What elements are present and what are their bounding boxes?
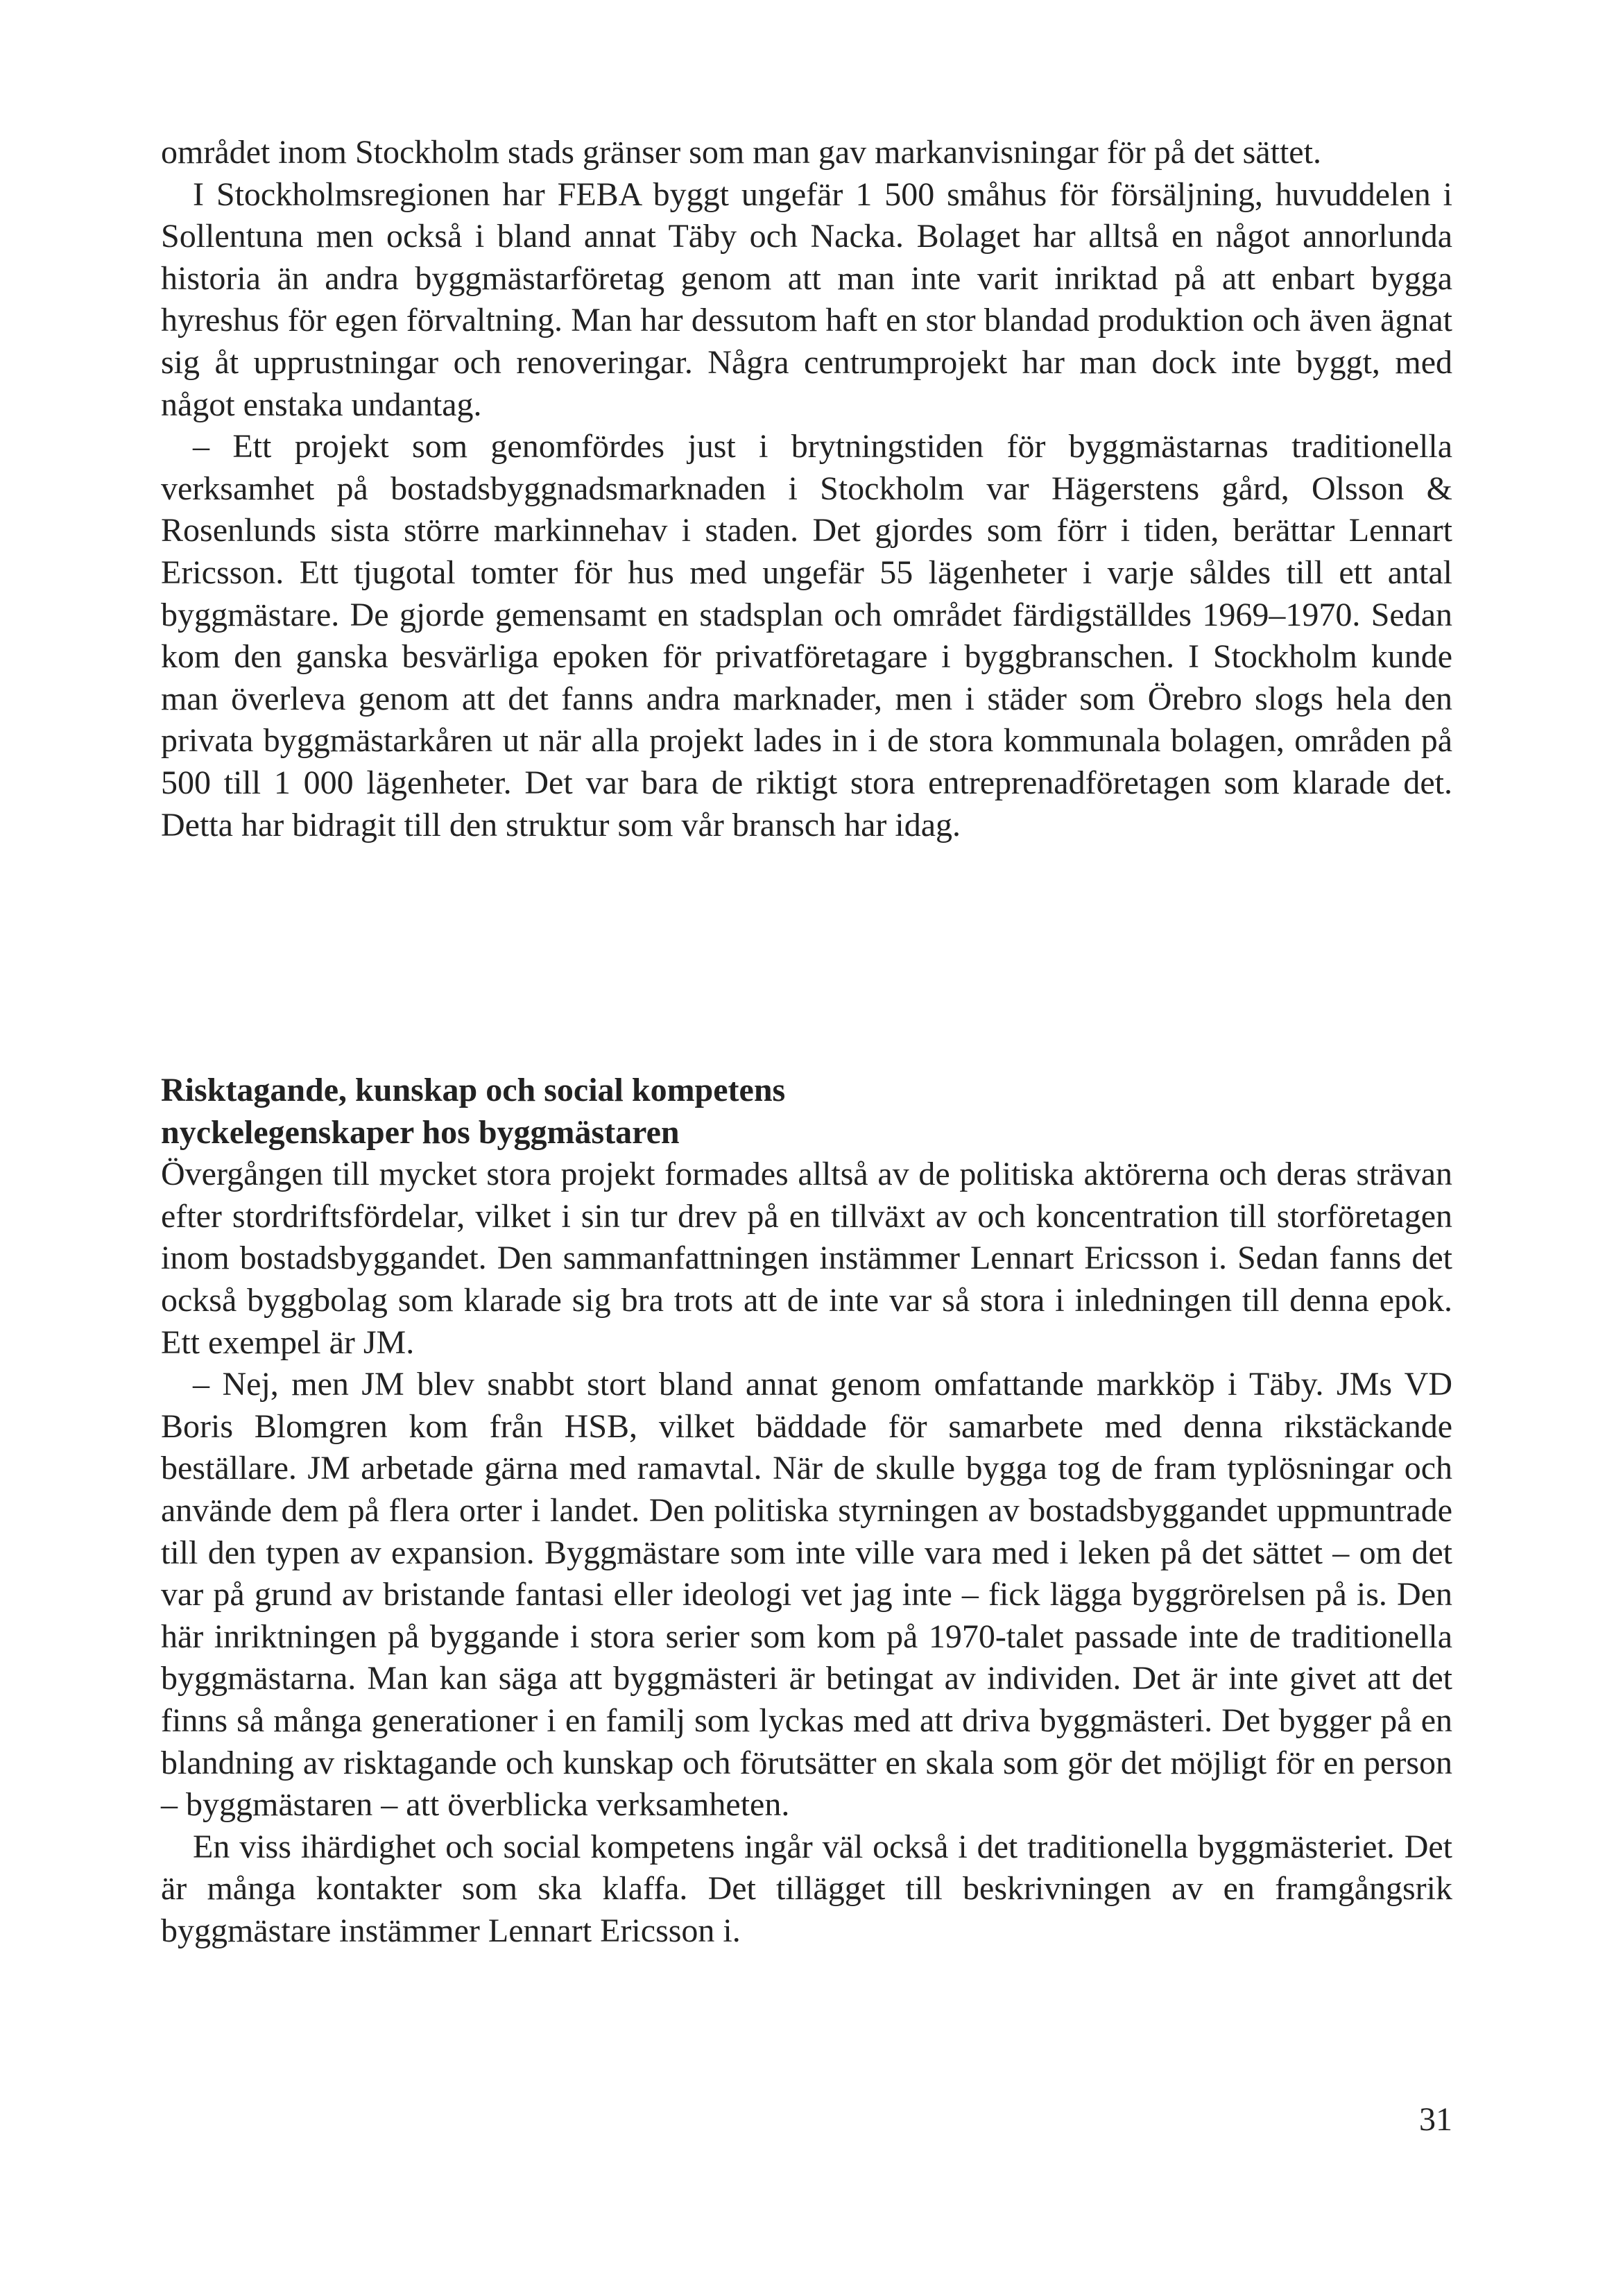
body-section-2 [161, 1070, 1452, 1952]
section-heading-line-1: Risktagande, kunskap och social kompetens [161, 1072, 786, 1108]
paragraph: En viss ihärdighet och social kompetens ingår väl också i det traditionella byggmästeriet. Det är många kontakter som ska klaffa. Det tillägget till beskrivningen av en framgångsrik byggmästare instämmer Lennart Ericsson i. [161, 1828, 1452, 1949]
paragraph: – Ett projekt som genomfördes just i brytningstiden för byggmästarnas traditionella verksamhet på bostadsbyggnadsmarknaden i Stockholm var Hägerstens gård, Olsson & Rosenlunds sista större markinnehav i staden. Det gjordes som förr i tiden, berättar Lennart Ericsson. Ett tjugotal tomter för hus med ungefär 55 lägenheter i varje såldes till ett antal byggmästare. De gjorde gemensamt en stadsplan och området färdigställdes 1969–1970. Sedan kom den ganska besvärliga epoken för privatföretagare i byggbranschen. I Stockholm kunde man överleva genom att det fanns andra marknader, men i städer som Örebro slogs hela den privata byggmästarkåren ut när alla projekt lades in i de stora kommunala bolagen, områden på 500 till 1 000 lägenheter. Det var bara de riktigt stora entreprenadföretagen som klarade det. Detta har bidragit till den struktur som vår bransch har idag. [161, 428, 1452, 843]
body-section-1 [161, 132, 1452, 846]
section-heading-line-2: nyckelegenskaper hos byggmästaren [161, 1113, 680, 1151]
paragraph: området inom Stockholm stads gränser som man gav markanvisningar för på det sättet. [161, 134, 1321, 171]
paragraph: – Nej, men JM blev snabbt stort bland annat genom omfattande markköp i Täby. JMs VD Boris Blomgren kom från HSB, vilket bäddade för samarbete med denna rikstäckande beställare. JM arbetade gärna med ramavtal. När de skulle bygga tog de fram typlösningar och använde dem på flera orter i landet. Den politiska styrningen av bostadsbyggandet uppmuntrade till den typen av expansion. Byggmästare som inte ville vara med i leken på det sättet – om det var på grund av bristande fantasi eller ideologi vet jag inte – fick lägga byggrörelsen på is. Den här inriktningen på byggande i stora serier som kom på 1970-talet passade inte de traditionella byggmästarna. Man kan säga att byggmästeri är betingat av individen. Det är inte givet att det finns så många generationer i en familj som lyckas med att driva byggmästeri. Det bygger på en blandning av risktagande och kunskap och förutsätter en skala som gör det möjligt för en person – byggmästaren – att överblicka verksamheten. [161, 1366, 1452, 1824]
paragraph: I Stockholmsregionen har FEBA byggt ungefär 1 500 småhus för försäljning, huvuddelen i Sollentuna men också i bland annat Täby och Nacka. Bolaget har alltså en något annorlunda historia än andra byggmästarföretag genom att man inte varit inriktad på att enbart bygga hyreshus för egen förvaltning. Man har dessutom haft en stor blandad produktion och även ägnat sig åt upprustningar och renoveringar. Några centrumprojekt har man dock inte byggt, med något enstaka undantag. [161, 175, 1452, 423]
page-number: 31 [1419, 2101, 1452, 2138]
section-heading [161, 1070, 1452, 1154]
paragraph: Övergången till mycket stora projekt formades alltså av de politiska aktörerna och deras strävan efter stordriftsfördelar, vilket i sin tur drev på en tillväxt av och koncentration till storföretagen inom bostadsbyggandet. Den sammanfattningen instämmer Lennart Ericsson i. Sedan fanns det också byggbolag som klarade sig bra trots att de inte var så stora i inledningen till denna epok. Ett exempel är JM. [161, 1156, 1452, 1361]
